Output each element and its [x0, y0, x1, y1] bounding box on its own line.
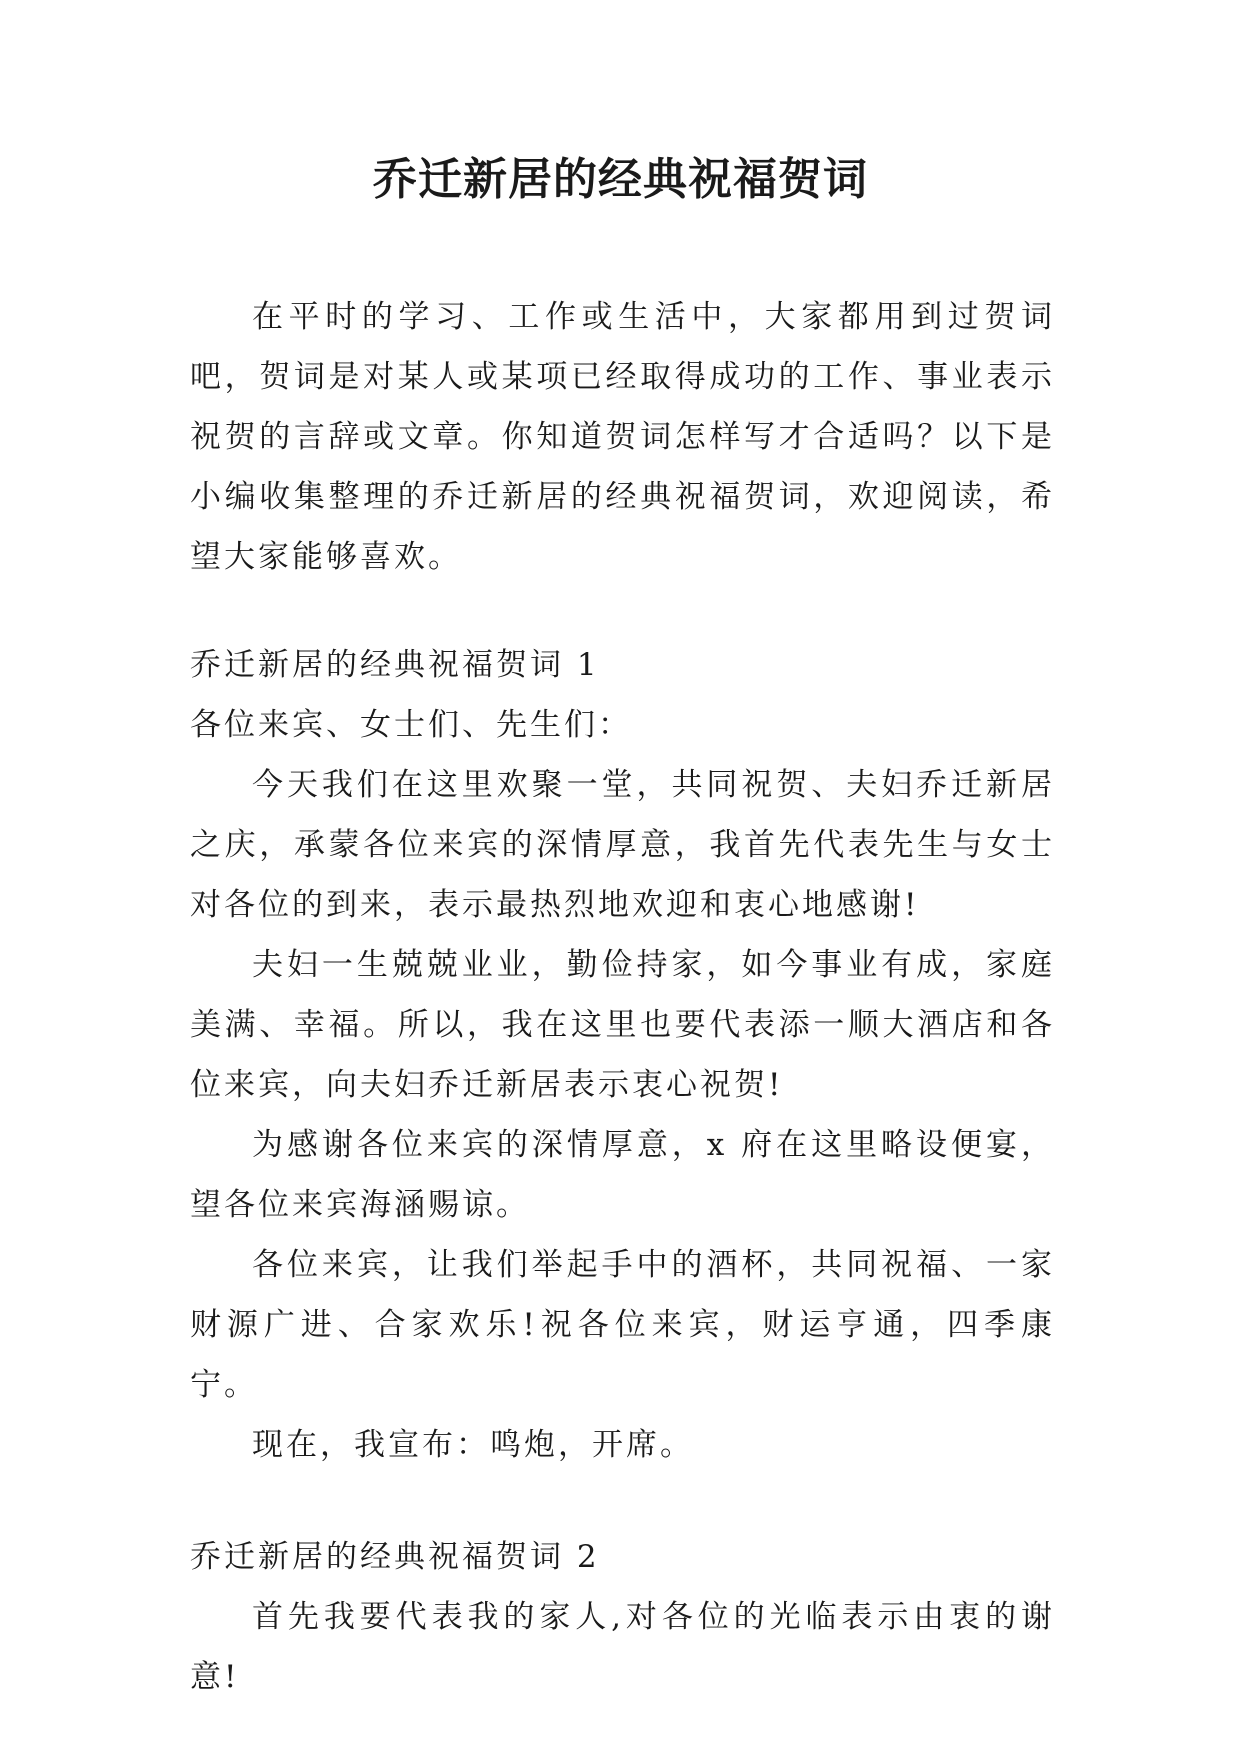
document-title: 乔迁新居的经典祝福贺词	[373, 154, 868, 205]
section-2-heading: 乔迁新居的经典祝福贺词 2	[190, 1539, 600, 1575]
section-2-paragraph: 首先我要代表我的家人,对各位的光临表示由衷的谢意!	[190, 1599, 1055, 1695]
spacer	[190, 587, 1055, 635]
section-1-paragraph: 今天我们在这里欢聚一堂，共同祝贺、夫妇乔迁新居之庆，承蒙各位来宾的深情厚意，我首先代表先生与女士对各位的到来，表示最热烈地欢迎和衷心地感谢!	[190, 767, 1055, 923]
section-1-paragraph: 各位来宾，让我们举起手中的酒杯，共同祝福、一家财源广进、合家欢乐!祝各位来宾，财运亨通，四季康宁。	[190, 1247, 1055, 1403]
section-1-heading: 乔迁新居的经典祝福贺词 1	[190, 647, 600, 683]
section-1-paragraph: 为感谢各位来宾的深情厚意，x 府在这里略设便宴，望各位来宾海涵赐谅。	[190, 1127, 1055, 1223]
section-2	[190, 1527, 1055, 1707]
section-1-salutation: 各位来宾、女士们、先生们：	[190, 707, 632, 743]
spacer	[190, 1475, 1055, 1527]
section-1-paragraph: 夫妇一生兢兢业业，勤俭持家，如今事业有成，家庭美满、幸福。所以，我在这里也要代表添一顺大酒店和各位来宾，向夫妇乔迁新居表示衷心祝贺!	[190, 947, 1055, 1103]
section-1-paragraph: 现在，我宣布：鸣炮，开席。	[252, 1427, 694, 1463]
section-1	[190, 635, 1055, 1475]
intro-paragraph: 在平时的学习、工作或生活中，大家都用到过贺词吧，贺词是对某人或某项已经取得成功的工作、事业表示祝贺的言辞或文章。你知道贺词怎样写才合适吗？以下是小编收集整理的乔迁新居的经典祝福贺词，欢迎阅读，希望大家能够喜欢。	[190, 299, 1055, 575]
document-body	[190, 287, 1055, 1707]
